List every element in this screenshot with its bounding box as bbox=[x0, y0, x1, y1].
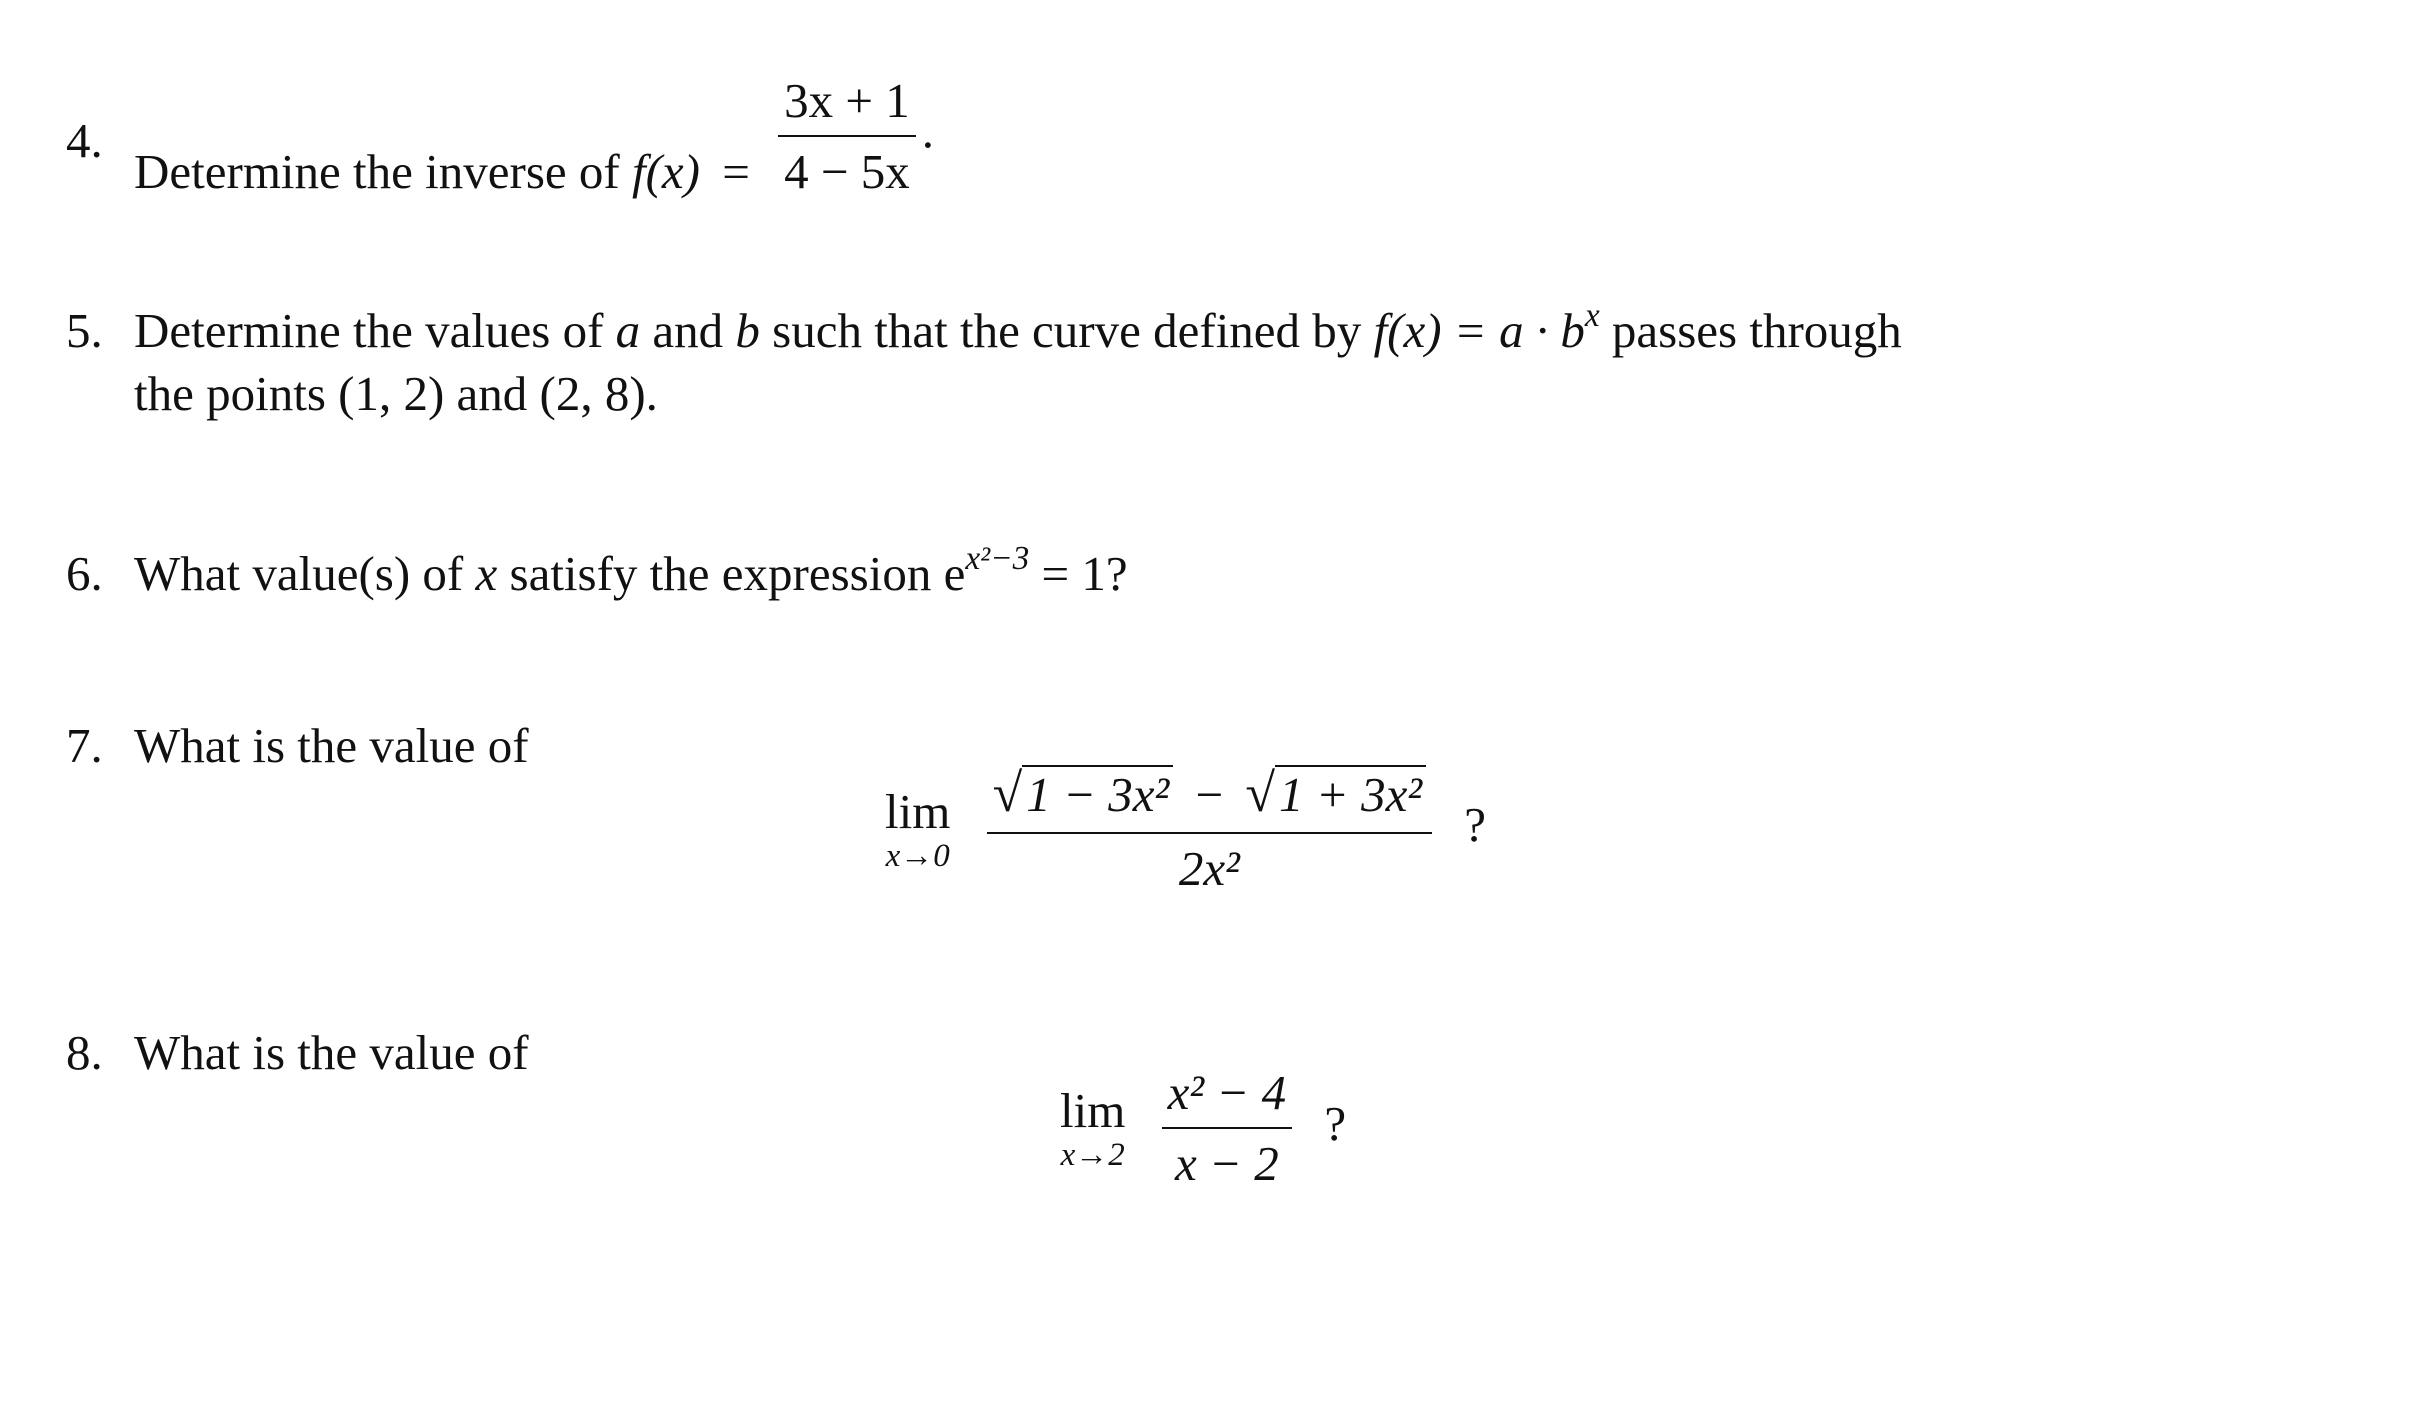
fraction bbox=[778, 70, 916, 203]
text-segment: satisfy the expression e bbox=[509, 546, 966, 601]
problem-number: 4. bbox=[66, 113, 103, 168]
limit-expression-8 bbox=[1060, 1062, 1346, 1195]
problem-text bbox=[134, 144, 772, 199]
minus-sign: − bbox=[1195, 767, 1224, 822]
numerator: x² − 4 bbox=[1162, 1062, 1293, 1129]
numerator bbox=[987, 760, 1432, 834]
problem-4 bbox=[66, 70, 2386, 210]
problem-statement: Determine the inverse of bbox=[134, 143, 620, 199]
lim-subscript: x→2 bbox=[1060, 1137, 1125, 1174]
lim-word: lim bbox=[885, 784, 951, 840]
fraction bbox=[1162, 1062, 1293, 1195]
limit-operator bbox=[885, 781, 950, 878]
lim-subscript: x→0 bbox=[885, 838, 950, 875]
exponent: x²−3 bbox=[965, 540, 1030, 578]
denominator: x − 2 bbox=[1174, 1136, 1279, 1192]
limit-expression-7 bbox=[885, 760, 1486, 899]
denominator: 2x² bbox=[1178, 840, 1240, 896]
problem-line-2: the points (1, 2) and (2, 8). bbox=[134, 366, 658, 422]
square-root: √1 + 3x² bbox=[1245, 760, 1426, 828]
text-segment: What value(s) of bbox=[134, 546, 464, 601]
problem-number: 8. bbox=[66, 1025, 103, 1080]
fraction bbox=[987, 760, 1432, 899]
limit-operator bbox=[1060, 1080, 1125, 1177]
function-expression: f(x) = a · b bbox=[1373, 303, 1585, 358]
period: . bbox=[921, 103, 934, 159]
radicand: 1 − 3x² bbox=[1022, 765, 1173, 822]
variable-x: x bbox=[475, 546, 498, 601]
problem-number: 5. bbox=[66, 303, 103, 358]
radicand: 1 + 3x² bbox=[1275, 765, 1426, 822]
square-root: √1 − 3x² bbox=[993, 760, 1174, 828]
function-label: f(x) bbox=[631, 143, 700, 199]
problem-number: 7. bbox=[66, 718, 103, 773]
text-segment: = 1? bbox=[1041, 546, 1128, 601]
variable-a: a bbox=[615, 303, 641, 358]
text-segment: such that the curve defined by bbox=[772, 303, 1362, 358]
problem-number: 6. bbox=[66, 546, 103, 601]
question-mark: ? bbox=[1464, 796, 1487, 852]
lim-word: lim bbox=[1060, 1083, 1126, 1138]
question-mark: ? bbox=[1324, 1095, 1347, 1151]
equals-sign: = bbox=[722, 143, 750, 199]
numerator: 3x + 1 bbox=[778, 70, 916, 137]
denominator: 4 − 5x bbox=[784, 144, 910, 200]
text-segment: and bbox=[652, 303, 724, 358]
text-segment: Determine the values of bbox=[134, 303, 604, 358]
variable-b: b bbox=[735, 303, 760, 358]
text-segment: passes through bbox=[1611, 303, 1902, 358]
problem-text: What is the value of bbox=[134, 1025, 529, 1080]
problem-text: What is the value of bbox=[134, 718, 529, 773]
problem-line-1 bbox=[134, 297, 2374, 361]
exponent: x bbox=[1584, 297, 1600, 335]
